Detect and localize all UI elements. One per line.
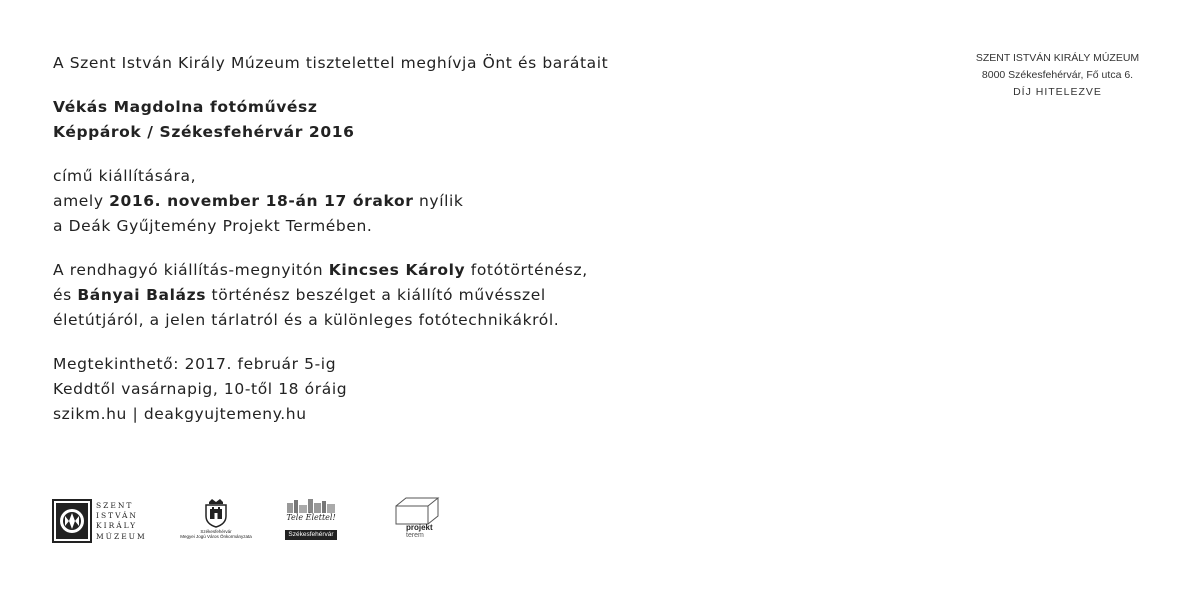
opening-suffix: nyílik: [413, 192, 464, 210]
campaign-bar: Székesfehérvár: [285, 530, 337, 540]
projekt-terem-logo: [392, 496, 444, 544]
postage-address: 8000 Székesfehérvár, Fő utca 6.: [981, 69, 1134, 81]
museum-crest-icon: [52, 499, 92, 543]
speaker-1-name: Kincses Károly: [328, 261, 466, 279]
intro-line: A Szent István Király Múzeum tisztelettel meghívja Önt és barátait: [53, 54, 609, 72]
postage-museum: SZENT ISTVÁN KIRÁLY MÚZEUM: [975, 52, 1140, 64]
museum-logo-line-2: ISTVÁN: [96, 511, 138, 521]
artist-line: [53, 95, 673, 120]
museum-logo-line-4: MÚZEUM: [96, 531, 147, 541]
postage-block: [970, 50, 1145, 101]
city-logo: [175, 498, 257, 546]
projekt-logo-line-2: terem: [406, 532, 424, 539]
projekt-logo-line-1: projekt: [406, 523, 433, 532]
body-line-3: a Deák Gyűjtemény Projekt Termében.: [53, 217, 373, 235]
speakers-prefix: A rendhagyó kiállítás-megnyitón: [53, 261, 329, 279]
museum-logo: [52, 499, 162, 545]
speakers-line-1: [53, 258, 673, 283]
speaker-2-role: történész beszélget a kiállító művésszel: [206, 286, 546, 304]
body-line-1: című kiállítására,: [53, 167, 197, 185]
speaker-1-role: fotótörténész,: [465, 261, 588, 279]
campaign-slogan: Tele Élettel!: [286, 513, 336, 522]
speakers-line-2: [53, 283, 673, 308]
opening-prefix: amely: [53, 192, 110, 210]
body-line-2: [53, 189, 673, 214]
museum-logo-text: [96, 501, 147, 542]
city-coat-of-arms-icon: [201, 498, 231, 528]
museum-logo-line-1: SZENT: [96, 501, 134, 510]
websites: szikm.hu | deakgyujtemeny.hu: [53, 405, 307, 423]
campaign-logo: [283, 497, 339, 543]
opening-hours: Keddtől vasárnapig, 10-től 18 óráig: [53, 380, 348, 398]
invitation-text: [53, 51, 673, 427]
postage-credit: DÍJ HITELEZVE: [1013, 86, 1102, 98]
exhibition-title-text: Képpárok / Székesfehérvár 2016: [53, 123, 355, 141]
cube-outline-icon: [392, 496, 440, 526]
city-logo-caption-2: Megyei Jogú Város Önkormányzata: [180, 534, 252, 539]
museum-logo-line-3: KIRÁLY: [96, 521, 138, 531]
city-skyline-icon: [283, 497, 339, 513]
artist-name: Vékás Magdolna fotóművész: [53, 98, 318, 116]
visit-until: Megtekinthető: 2017. február 5-ig: [53, 355, 337, 373]
speaker-2-name: Bányai Balázs: [77, 286, 207, 304]
speakers-line-3: életútjáról, a jelen tárlatról és a különleges fotótechnikákról.: [53, 311, 560, 329]
speakers-and: és: [53, 286, 78, 304]
city-logo-caption-1: Székesfehérvár: [200, 529, 232, 534]
opening-datetime: 2016. november 18-án 17 órakor: [109, 192, 414, 210]
exhibition-title: [53, 120, 673, 145]
